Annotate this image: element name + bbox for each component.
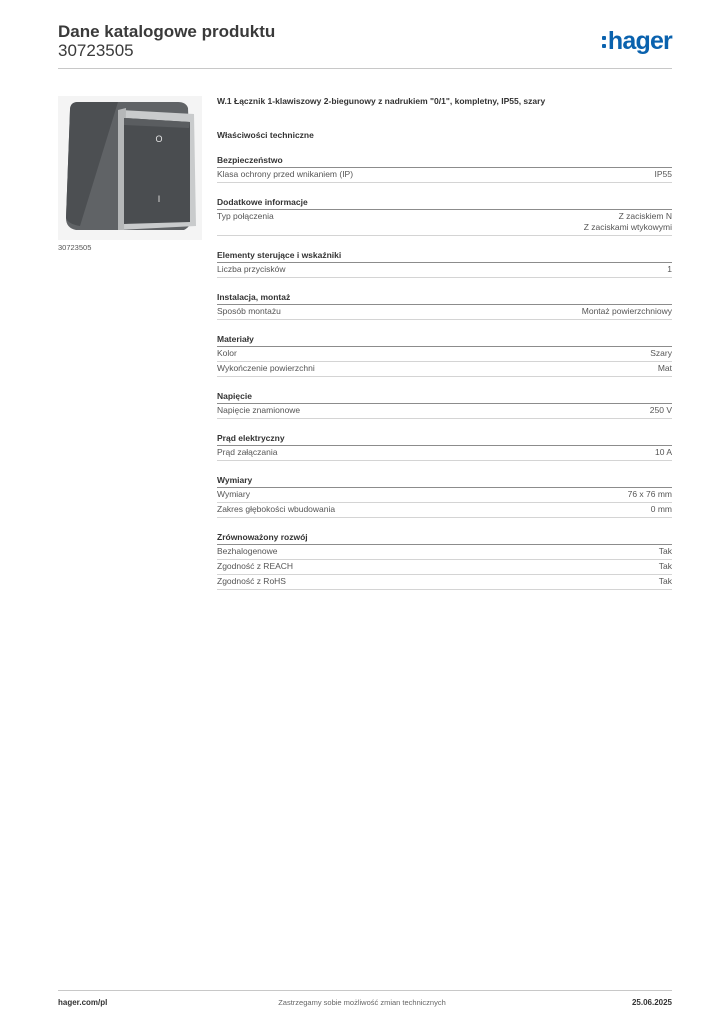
technical-properties-title: Właściwości techniczne (217, 130, 314, 140)
spec-section (217, 333, 672, 377)
spec-label: Zgodność z REACH (217, 561, 294, 571)
spec-label: Klasa ochrony przed wnikaniem (IP) (217, 169, 354, 179)
section-title: Napięcie (217, 390, 672, 404)
spec-value: Z zaciskiem N (618, 211, 672, 221)
spec-values (658, 363, 672, 374)
spec-label: Kolor (217, 348, 237, 358)
spec-label: Typ połączenia (217, 211, 274, 221)
hager-logo (602, 27, 672, 56)
page-header (58, 20, 672, 70)
spec-values (628, 489, 672, 500)
spec-row (217, 446, 672, 461)
spec-value: Szary (650, 348, 672, 358)
logo-text: hager (607, 27, 672, 55)
spec-value: Mat (657, 363, 672, 373)
spec-label: Sposób montażu (217, 306, 281, 316)
switch-image-icon (58, 96, 202, 240)
spec-value: Montaż powierzchniowy (581, 306, 672, 316)
on-symbol: I (157, 194, 161, 204)
spec-value: 250 V (649, 405, 672, 415)
product-description: W.1 Łącznik 1-klawiszowy 2-biegunowy z nadrukiem "0/1", kompletny, IP55, szary (217, 96, 546, 106)
spec-row (217, 263, 672, 278)
spec-values (659, 576, 672, 587)
spec-row (217, 503, 672, 518)
spec-row (217, 362, 672, 377)
spec-section (217, 196, 672, 236)
spec-section (217, 390, 672, 419)
section-title: Materiały (217, 333, 672, 347)
product-code: 30723505 (58, 41, 134, 60)
spec-label: Bezhalogenowe (217, 546, 278, 556)
section-title: Dodatkowe informacje (217, 196, 672, 210)
product-details (217, 96, 672, 603)
spec-section (217, 154, 672, 183)
spec-section (217, 531, 672, 590)
image-caption: 30723505 (58, 243, 92, 252)
spec-sections (217, 154, 672, 590)
spec-values (650, 405, 672, 416)
spec-section (217, 249, 672, 278)
spec-values (655, 447, 672, 458)
spec-label: Zakres głębokości wbudowania (217, 504, 336, 514)
spec-value: 1 (667, 264, 672, 274)
spec-row (217, 168, 672, 183)
spec-value: Z zaciskami wtykowymi (583, 222, 672, 232)
footer-divider (58, 990, 672, 991)
section-title: Instalacja, montaż (217, 291, 672, 305)
section-title: Prąd elektryczny (217, 432, 672, 446)
spec-row (217, 560, 672, 575)
section-title: Elementy sterujące i wskaźniki (217, 249, 672, 263)
page-title: Dane katalogowe produktu (58, 22, 276, 41)
spec-label: Prąd załączania (217, 447, 278, 457)
spec-row (217, 488, 672, 503)
footer-website: hager.com/pl (58, 998, 108, 1007)
spec-values (650, 348, 672, 359)
spec-value: Tak (658, 546, 672, 556)
spec-row (217, 210, 672, 236)
spec-value: 0 mm (650, 504, 672, 514)
spec-label: Liczba przycisków (217, 264, 286, 274)
spec-value: 10 A (654, 447, 672, 457)
spec-row (217, 305, 672, 320)
spec-row (217, 404, 672, 419)
spec-section (217, 291, 672, 320)
spec-values (582, 306, 672, 317)
spec-section (217, 474, 672, 518)
off-symbol: O (155, 134, 163, 144)
spec-label: Wymiary (217, 489, 250, 499)
spec-values (655, 169, 673, 180)
spec-value: IP55 (654, 169, 672, 179)
spec-row (217, 545, 672, 560)
spec-row (217, 575, 672, 590)
spec-values (584, 211, 672, 233)
spec-values (659, 546, 672, 557)
footer-notice: Zastrzegamy sobie możliwość zmian technicznych (278, 998, 446, 1007)
section-title: Bezpieczeństwo (217, 154, 672, 168)
spec-label: Zgodność z RoHS (217, 576, 286, 586)
section-title: Wymiary (217, 474, 672, 488)
spec-label: Wykończenie powierzchni (217, 363, 315, 373)
spec-value: 76 x 76 mm (627, 489, 672, 499)
spec-values (667, 264, 672, 275)
logo-dots-icon (602, 34, 606, 50)
spec-value: Tak (658, 561, 672, 571)
product-image (58, 96, 202, 240)
footer-date: 25.06.2025 (631, 998, 672, 1007)
spec-row (217, 347, 672, 362)
spec-label: Napięcie znamionowe (217, 405, 301, 415)
spec-values (659, 561, 672, 572)
spec-values (651, 504, 672, 515)
spec-value: Tak (658, 576, 672, 586)
header-divider (58, 68, 672, 69)
spec-section (217, 432, 672, 461)
section-title: Zrównoważony rozwój (217, 531, 672, 545)
